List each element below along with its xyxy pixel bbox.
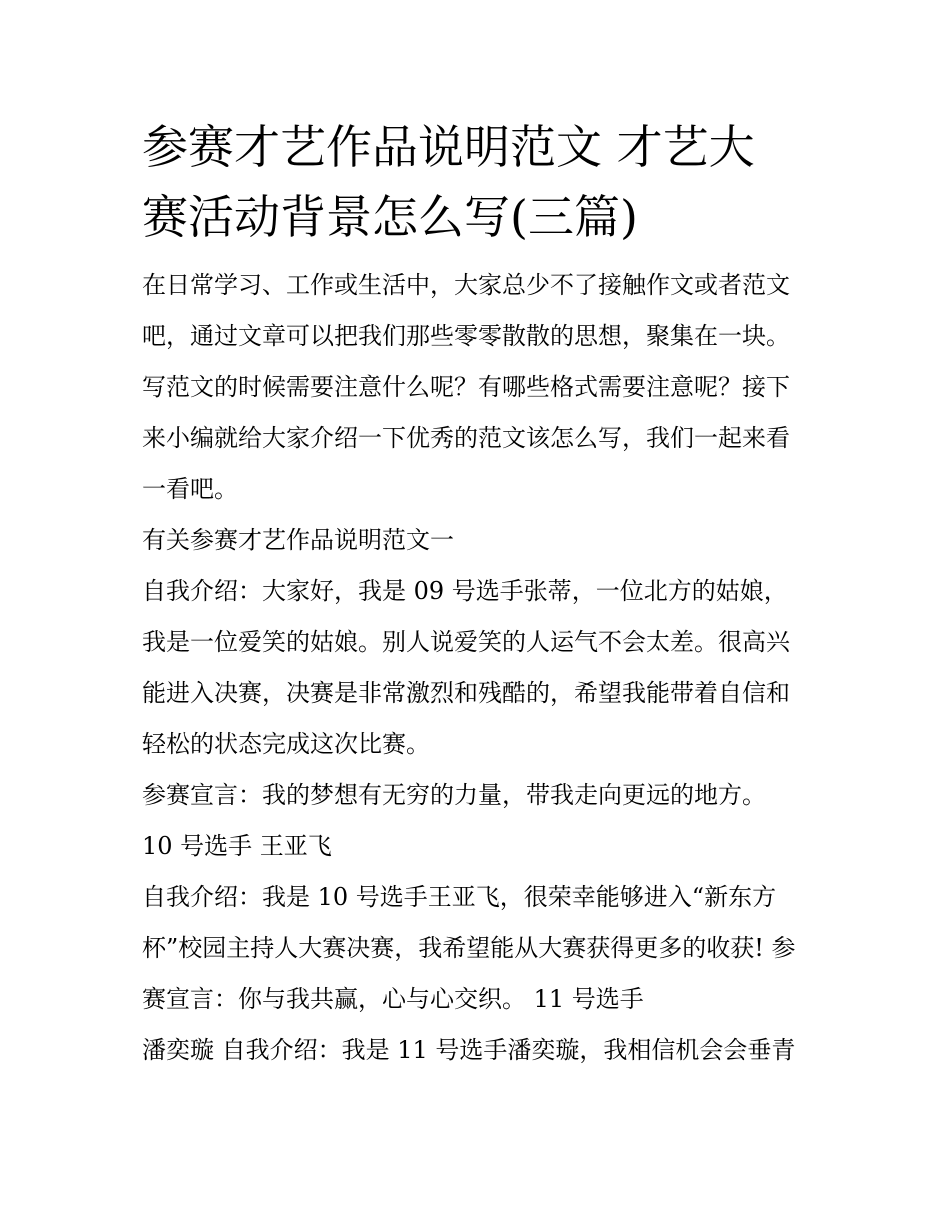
body-line: 来小编就给大家介绍一下优秀的范文该怎么写，我们一起来看 — [142, 424, 790, 452]
body-line: 轻松的状态完成这次比赛。 — [142, 730, 430, 758]
body-line: 杯”校园主持人大赛决赛，我希望能从大赛获得更多的收获! 参 — [142, 934, 796, 962]
body-line: 在日常学习、工作或生活中，大家总少不了接触作文或者范文 — [142, 271, 790, 299]
document-page — [142, 112, 814, 1076]
title-line-2: 赛活动背景怎么写(三篇) — [142, 190, 638, 244]
body-line: 我是一位爱笑的姑娘。别人说爱笑的人运气不会太差。很高兴 — [142, 628, 790, 656]
document-body — [142, 260, 814, 1076]
contestant-label: 10 号选手 王亚飞 — [142, 832, 332, 860]
body-line: 参赛宣言：我的梦想有无穷的力量，带我走向更远的地方。 — [142, 781, 766, 809]
body-line: 自我介绍：大家好，我是 09 号选手张蒂，一位北方的姑娘， — [142, 577, 788, 605]
body-line: 自我介绍：我是 10 号选手王亚飞，很荣幸能够进入“新东方 — [142, 883, 777, 911]
body-line: 吧，通过文章可以把我们那些零零散散的思想，聚集在一块。 — [142, 322, 790, 350]
body-line: 能进入决赛，决赛是非常激烈和残酷的，希望我能带着自信和 — [142, 679, 790, 707]
body-line: 潘奕璇 自我介绍：我是 11 号选手潘奕璇，我相信机会会垂青 — [142, 1036, 796, 1064]
document-title — [142, 112, 814, 252]
body-line: 一看吧。 — [142, 475, 238, 503]
body-line: 写范文的时候需要注意什么呢？有哪些格式需要注意呢？接下 — [142, 373, 790, 401]
title-line-1: 参赛才艺作品说明范文 才艺大 — [142, 120, 755, 174]
section-heading: 有关参赛才艺作品说明范文一 — [142, 526, 454, 554]
body-line: 赛宣言：你与我共赢，心与心交织。 11 号选手 — [142, 985, 644, 1013]
